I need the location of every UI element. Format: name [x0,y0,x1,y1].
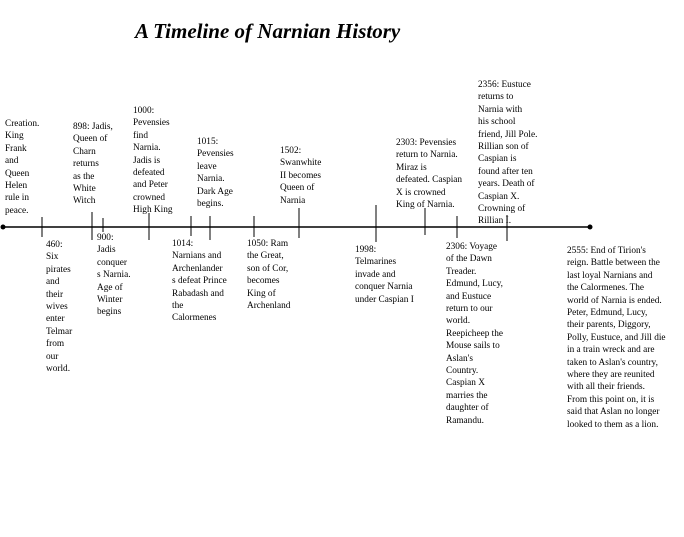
timeline-title: A Timeline of Narnian History [135,19,401,43]
event-2303: 2303: Pevensies return to Narnia. Miraz is defeated. Caspian X is crowned King of Narnia. [396,138,463,211]
event-898: 898: Jadis, Queen of Charn returns as the White Witch [73,122,113,207]
event-2356: 2356: Eustuce returns to Narnia with his school friend, Jill Pole. Rillian son of Caspian is found after ten years. Death of Caspian X. Crowning of Rillian I. [478,80,538,227]
event-1502: 1502: Swanwhite II becomes Queen of Narnia [280,146,322,206]
event-2555: 2555: End of Tirion's reign. Battle between the last loyal Narnians and the Calormenes. The world of Narnia is ended. Peter, Edmund, Lucy, their parents, Diggory, Polly, Eustuce, and Jill die in a train wreck and are taken to Aslan's country, where they are reunited with all their friends. From this point on, it is said that Aslan no longer looked to them as a lion. [567,246,666,430]
event-1050: 1050: Ram the Great, son of Cor, becomes King of Archenland [247,239,291,312]
timeline-start-dot [1,225,6,230]
event-2306: 2306: Voyage of the Dawn Treader. Edmund, Lucy, and Eustuce return to our world. Reepicheep the Mouse sails to Aslan's Country. Caspian X marries the daughter of Ramandu. [446,242,504,426]
event-1014: 1014: Narnians and Archenlander s defeat Prince Rabadash and the Calormenes [172,239,227,324]
event-1000: 1000: Pevensies find Narnia. Jadis is defeated and Peter crowned High King [133,106,173,216]
event-creation: Creation. King Frank and Queen Helen rule in peace. [5,119,40,216]
timeline-end-dot [588,225,593,230]
event-460: 460: Six pirates and their wives enter Telmar from our world. [46,240,73,375]
event-900: 900: Jadis conquer s Narnia. Age of Winter begins [97,233,131,318]
event-1015: 1015: Pevensies leave Narnia. Dark Age begins. [197,137,234,210]
event-1998: 1998: Telmarines invade and conquer Narnia under Caspian I [355,245,414,305]
